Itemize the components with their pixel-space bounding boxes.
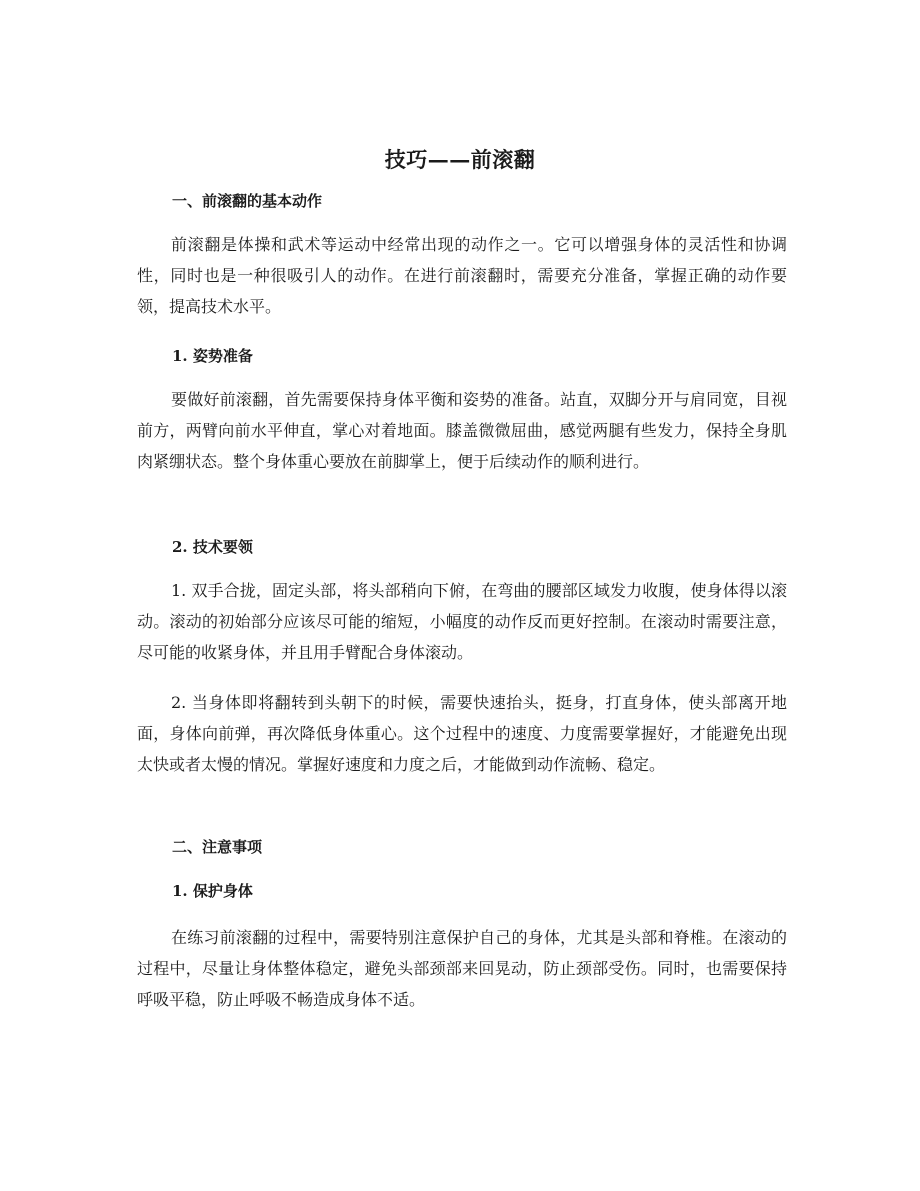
technique-point-1: 1. 双手合拢，固定头部，将头部稍向下俯，在弯曲的腰部区域发力收腹，使身体得以滚动。滚动的初始部分应该尽可能的缩短，小幅度的动作反而更好控制。在滚动时需要注意，尽可能的收紧身体，并且用手臂配合身体滚动。 bbox=[137, 581, 787, 662]
section-heading-basic-actions: 一、前滚翻的基本动作 bbox=[172, 192, 323, 210]
technique-point-2: 2. 当身体即将翻转到头朝下的时候，需要快速抬头，挺身，打直身体，使头部离开地面，身体向前弹，再次降低身体重心。这个过程中的速度、力度需要掌握好，才能避免出现太快或者太慢的情况。掌握好速度和力度之后，才能做到动作流畅、稳定。 bbox=[137, 693, 787, 774]
subheading-protect-body: 1. 保护身体 bbox=[172, 882, 253, 900]
subheading-technique: 2. 技术要领 bbox=[172, 538, 253, 556]
protect-body-paragraph: 在练习前滚翻的过程中，需要特别注意保护自己的身体，尤其是头部和脊椎。在滚动的过程中，尽量让身体整体稳定，避免头部颈部来回晃动，防止颈部受伤。同时，也需要保持呼吸平稳，防止呼吸不畅造成身体不适。 bbox=[137, 928, 787, 1009]
subheading-posture: 1. 姿势准备 bbox=[172, 347, 253, 365]
intro-paragraph: 前滚翻是体操和武术等运动中经常出现的动作之一。它可以增强身体的灵活性和协调性，同时也是一种很吸引人的动作。在进行前滚翻时，需要充分准备，掌握正确的动作要领，提高技术水平。 bbox=[137, 235, 787, 316]
posture-paragraph: 要做好前滚翻，首先需要保持身体平衡和姿势的准备。站直，双脚分开与肩同宽，目视前方，两臂向前水平伸直，掌心对着地面。膝盖微微屈曲，感觉两腿有些发力，保持全身肌肉紧绷状态。整个身体重心要放在前脚掌上，便于后续动作的顺利进行。 bbox=[137, 390, 787, 471]
page-title: 技巧——前滚翻 bbox=[384, 147, 536, 172]
section-heading-precautions: 二、注意事项 bbox=[172, 838, 263, 856]
